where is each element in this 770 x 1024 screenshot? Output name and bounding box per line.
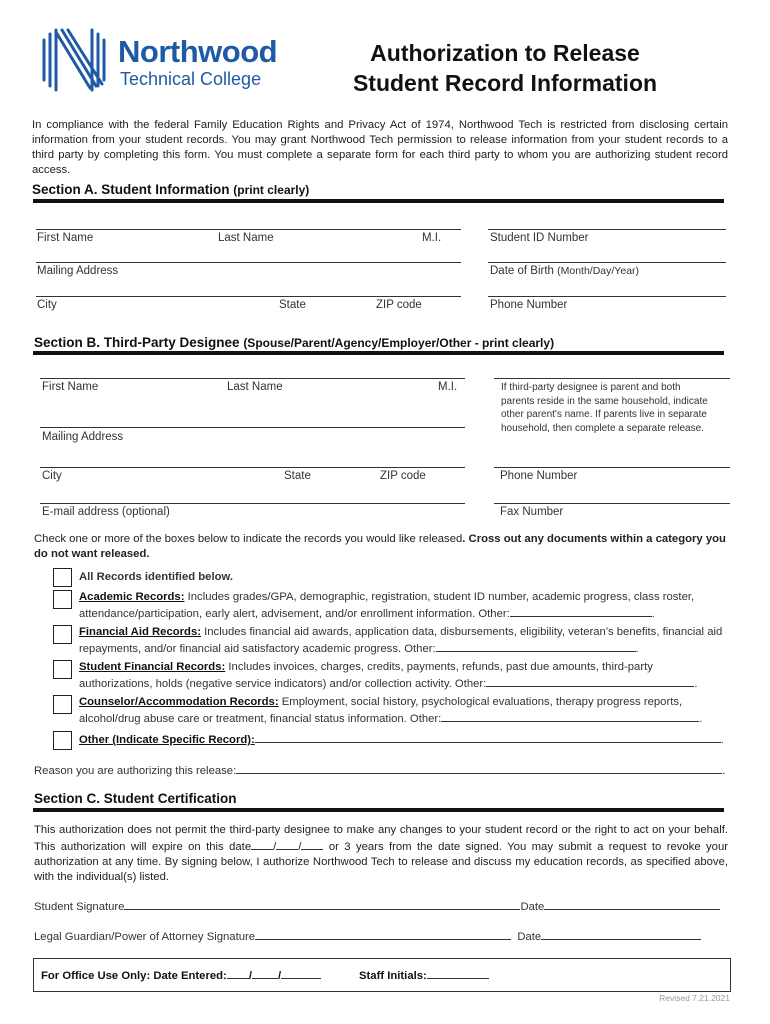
page-title (330, 38, 680, 98)
certification-paragraph: This authorization does not permit the third-party designee to make any changes to your student record or the right to act on your behalf. This authorization will expire on this date / / or 3 years from the date signed. You may submit a request to revoke your authorization at any time. By signing below, I authorize Northwood Tech to release and discuss my education records, as specified above, with the individual(s) listed. (34, 824, 729, 883)
dob-label-text: Date of Birth (490, 265, 554, 277)
guardian-signature-label: Legal Guardian/Power of Attorney Signature (34, 931, 256, 943)
counselor-records-checkbox[interactable] (53, 695, 72, 714)
designee-phone-line[interactable] (494, 467, 730, 468)
student-signature-row (34, 898, 734, 915)
student-financial-other-line[interactable] (486, 675, 694, 687)
designee-city-label: City (42, 470, 62, 482)
expire-year-line[interactable] (301, 838, 323, 850)
student-financial-checkbox[interactable] (53, 660, 72, 679)
guardian-date-label: Date (517, 931, 542, 943)
financial-aid-checkbox[interactable] (53, 625, 72, 644)
expire-day-line[interactable] (276, 838, 298, 850)
student-id-label: Student ID Number (490, 232, 589, 244)
dob-format: (Month/Day/Year) (557, 265, 640, 277)
academic-records-item (79, 589, 729, 622)
counselor-records-label: Counselor/Accommodation Records: (79, 696, 279, 708)
counselor-period: . (699, 713, 703, 725)
student-financial-period: . (694, 678, 698, 690)
designee-mailing-label: Mailing Address (42, 431, 124, 443)
certification-text-b: or 3 years from the date signed. You may submit a request to revoke your authorization at any time. By signing below, I authorize Northwood Tech to release and discuss my education records, as specified above, with the individual(s) listed. (34, 841, 729, 883)
student-signature-label: Student Signature (34, 901, 125, 913)
mi-label: M.I. (422, 232, 442, 244)
mailing-address-label: Mailing Address (37, 265, 119, 277)
revised-date: Revised 7.21.2021 (659, 993, 730, 1003)
financial-aid-item (79, 624, 729, 657)
student-date-label: Date (520, 901, 545, 913)
title-line-1: Authorization to Release (370, 40, 640, 66)
designee-email-label: E-mail address (optional) (42, 506, 170, 518)
guardian-signature-line[interactable] (255, 928, 511, 940)
designee-email-line[interactable] (40, 503, 465, 504)
counselor-records-text: Employment, social history, psychological evaluations, therapy progress reports, alcohol/drug abuse care or treatment, financial status information. Other: (79, 696, 683, 725)
section-a-rule (33, 199, 724, 203)
financial-aid-text: Includes financial aid awards, application data, disbursements, eligibility, veteran's benefits, financial aid repayments, and/or financial aid satisfactory academic progress. Other: (79, 626, 723, 655)
section-a-heading (32, 182, 309, 197)
academic-records-label: Academic Records: (79, 591, 185, 603)
northwood-logo-icon (38, 26, 110, 94)
dob-line[interactable] (488, 262, 726, 263)
office-date-entered: For Office Use Only: Date Entered: / / (41, 967, 321, 982)
section-b-title: Section B. Third-Party Designee (34, 335, 240, 350)
designee-state-label: State (284, 470, 311, 482)
other-records-checkbox[interactable] (53, 731, 72, 750)
financial-aid-other-line[interactable] (436, 640, 636, 652)
designee-fax-label: Fax Number (500, 506, 564, 518)
reason-period: . (722, 765, 726, 777)
academic-other-line[interactable] (510, 605, 652, 617)
office-day-line[interactable] (252, 967, 278, 979)
student-id-line[interactable] (488, 229, 726, 230)
student-signature-line[interactable] (124, 898, 520, 910)
city-line[interactable] (36, 296, 461, 297)
student-date-line[interactable] (544, 898, 720, 910)
section-b-heading (34, 335, 554, 350)
designee-phone-label: Phone Number (500, 470, 578, 482)
last-name-label: Last Name (218, 232, 274, 244)
certification-text-a: This authorization does not permit the third-party designee to make any changes to your student record or the right to act on your behalf. This authorization will expire on this date (34, 824, 728, 853)
guardian-date-line[interactable] (541, 928, 701, 940)
expire-month-line[interactable] (251, 838, 273, 850)
other-records-line[interactable] (255, 731, 721, 743)
section-c-rule (33, 808, 724, 812)
title-line-2: Student Record Information (352, 70, 658, 96)
section-c-heading: Section C. Student Certification (34, 791, 237, 806)
designee-note: If third-party designee is parent and both parents reside in the same household, indicate other parent's name. If parents live in separate household, then complete a separate release. (501, 382, 708, 434)
designee-first-name-label: First Name (42, 381, 99, 393)
all-records-text: All Records identified below. (79, 571, 233, 583)
designee-zip-label: ZIP code (380, 470, 426, 482)
staff-initials-label: Staff Initials: (359, 970, 427, 982)
section-b-rule (33, 351, 724, 355)
student-financial-item (79, 659, 729, 692)
designee-mailing-line[interactable] (40, 427, 465, 428)
office-year-line[interactable] (281, 967, 321, 979)
designee-last-name-label: Last Name (227, 381, 283, 393)
designee-city-line[interactable] (40, 467, 465, 468)
phone-label: Phone Number (490, 299, 568, 311)
other-records-label: Other (Indicate Specific Record): (79, 734, 255, 746)
state-label: State (279, 299, 306, 311)
records-instructions (34, 532, 740, 562)
mailing-address-line[interactable] (36, 262, 461, 263)
instructions-bold: . Cross out any documents within a category you do not want released. (34, 533, 726, 560)
financial-aid-period: . (635, 643, 639, 655)
guardian-signature-row (34, 928, 734, 945)
logo-name: Northwood (118, 34, 278, 69)
city-label: City (37, 299, 57, 311)
other-records-item (79, 731, 729, 748)
logo-subtitle: Technical College (120, 69, 262, 89)
office-staff-initials (359, 967, 489, 982)
designee-mi-label: M.I. (438, 381, 458, 393)
phone-line[interactable] (488, 296, 726, 297)
student-financial-text: Includes invoices, charges, credits, payments, refunds, past due amounts, third-party authorizations, holds (negative service indicators) and/or collection activity. Other: (79, 661, 653, 690)
academic-records-checkbox[interactable] (53, 590, 72, 609)
reason-line[interactable] (236, 762, 722, 774)
section-a-subtitle: (print clearly) (233, 183, 310, 197)
designee-fax-line[interactable] (494, 503, 730, 504)
all-records-label (79, 569, 729, 585)
section-a-title: Section A. Student Information (32, 182, 230, 197)
first-name-label: First Name (37, 232, 94, 244)
section-b-subtitle: (Spouse/Parent/Agency/Employer/Other - print clearly) (243, 336, 555, 350)
academic-period: . (651, 608, 655, 620)
staff-initials-line[interactable] (427, 967, 489, 979)
first-name-line[interactable] (36, 229, 461, 230)
counselor-records-item (79, 694, 729, 727)
zip-label: ZIP code (376, 299, 422, 311)
dob-label (490, 265, 639, 277)
other-period: . (720, 734, 724, 746)
counselor-other-line[interactable] (441, 710, 699, 722)
office-label: For Office Use Only: Date Entered: (41, 970, 227, 982)
reason-row (34, 762, 734, 779)
student-financial-label: Student Financial Records: (79, 661, 226, 673)
instructions-text: Check one or more of the boxes below to indicate the records you would like released (34, 533, 463, 545)
academic-records-text: Includes grades/GPA, demographic, registration, student ID number, academic progress, class roster, attendance/participation, early alert, advisement, and/or enrollment information. Other: (79, 591, 695, 620)
reason-label: Reason you are authorizing this release: (34, 765, 237, 777)
all-records-checkbox[interactable] (53, 568, 72, 587)
office-month-line[interactable] (227, 967, 249, 979)
intro-paragraph: In compliance with the federal Family Education Rights and Privacy Act of 1974, Northwood Tech is restricted from disclosing certain information from your student records. You may grant Northwood Tech permission to release information from your student records to a third party by completing this form. You must complete a separate form for each third party to whom you are authorizing student record access. (32, 119, 728, 176)
designee-note-line (494, 378, 730, 379)
financial-aid-label: Financial Aid Records: (79, 626, 201, 638)
designee-first-name-line[interactable] (40, 378, 465, 379)
